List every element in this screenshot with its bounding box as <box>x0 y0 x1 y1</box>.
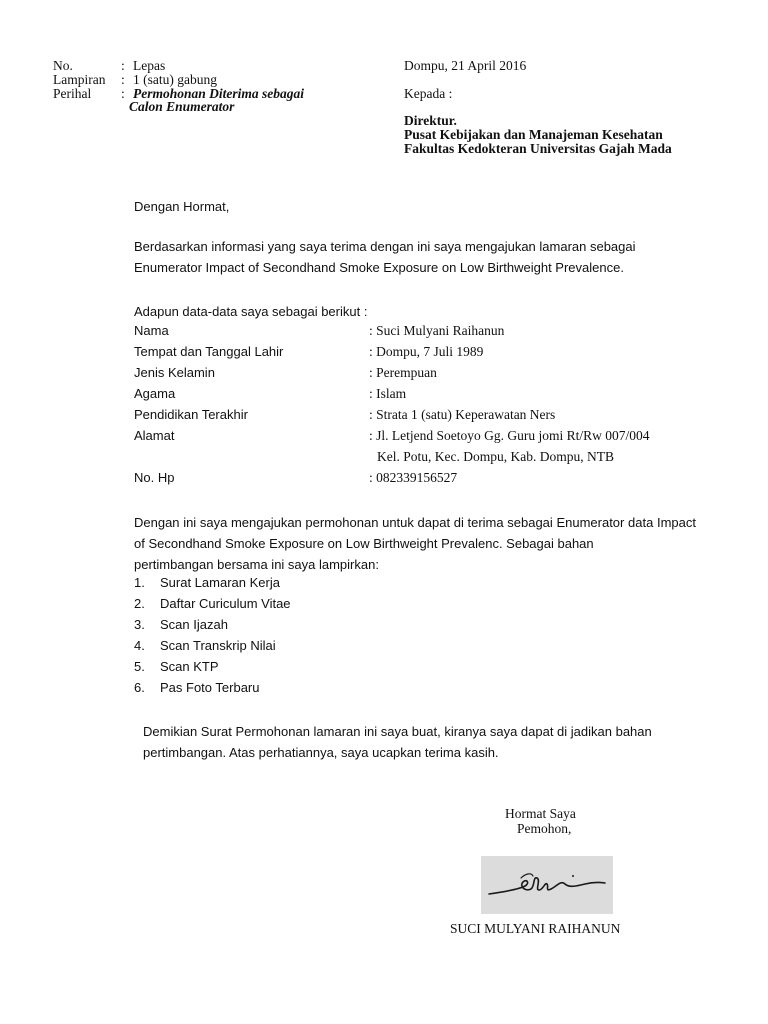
intro-paragraph <box>134 236 696 278</box>
intro-line: Berdasarkan informasi yang saya terima dengan ini saya mengajukan lamaran sebagai <box>134 239 636 254</box>
list-item-number: 3. <box>134 617 145 632</box>
header-label-no: No. <box>53 58 73 73</box>
signoff-line: Pemohon, <box>517 821 572 836</box>
list-item-number: 2. <box>134 596 145 611</box>
recipient-line: Pusat Kebijakan dan Manajeman Kesehatan <box>404 127 663 142</box>
list-item: Scan Ijazah <box>160 617 228 632</box>
greeting: Dengan Hormat, <box>134 199 230 214</box>
field-value-pendidikan: : Strata 1 (satu) Keperawatan Ners <box>369 407 556 422</box>
request-paragraph <box>134 512 696 575</box>
request-line: Impact of Secondhand Smoke Exposure on Low Birthweight Prevalenc. Sebagai bahan <box>134 515 696 551</box>
list-item: Scan Transkrip Nilai <box>160 638 276 653</box>
field-label-nama: Nama <box>134 323 169 338</box>
closing-paragraph <box>143 721 696 763</box>
header-label-perihal: Perihal <box>53 86 92 101</box>
signature-scribble-icon <box>481 856 613 914</box>
closing-line: pertimbangan. Atas perhatiannya, saya ucapkan terima kasih. <box>143 745 499 760</box>
kepada-label: Kepada : <box>404 86 453 101</box>
place-date: Dompu, 21 April 2016 <box>404 58 527 73</box>
data-intro: Adapun data-data saya sebagai berikut : <box>134 304 368 319</box>
request-line: Dengan ini saya mengajukan permohonan untuk dapat di terima sebagai Enumerator data <box>134 515 654 530</box>
list-item-number: 4. <box>134 638 145 653</box>
field-value-alamat: : Jl. Letjend Soetoyo Gg. Guru jomi Rt/Rw 007/004 <box>369 428 650 443</box>
list-item: Surat Lamaran Kerja <box>160 575 280 590</box>
field-label-ttl: Tempat dan Tanggal Lahir <box>134 344 284 359</box>
field-value-nama: : Suci Mulyani Raihanun <box>369 323 505 338</box>
closing-line: Demikian Surat Permohonan lamaran ini saya buat, kiranya saya dapat di jadikan bahan <box>143 724 652 739</box>
recipient-line: Fakultas Kedokteran Universitas Gajah Mada <box>404 141 672 156</box>
field-label-alamat: Alamat <box>134 428 175 443</box>
list-item-number: 1. <box>134 575 145 590</box>
field-label-hp: No. Hp <box>134 470 175 485</box>
field-value-hp: : 082339156527 <box>369 470 458 485</box>
field-label-agama: Agama <box>134 386 176 401</box>
field-label-pendidikan: Pendidikan Terakhir <box>134 407 248 422</box>
signature-image <box>481 856 613 914</box>
list-item: Daftar Curiculum Vitae <box>160 596 291 611</box>
field-label-gender: Jenis Kelamin <box>134 365 215 380</box>
list-item-number: 6. <box>134 680 145 695</box>
header-value-lampiran: 1 (satu) gabung <box>133 72 217 87</box>
field-value-agama: : Islam <box>369 386 407 401</box>
field-value-ttl: : Dompu, 7 Juli 1989 <box>369 344 484 359</box>
header-value-perihal: Permohonan Diterima sebagai <box>133 86 305 101</box>
field-value-alamat-cont: Kel. Potu, Kec. Dompu, Kab. Dompu, NTB <box>377 449 614 464</box>
field-value-gender: : Perempuan <box>369 365 437 380</box>
header-colon: : <box>121 72 125 87</box>
signatory-name: SUCI MULYANI RAIHANUN <box>450 921 621 936</box>
header-value-no: Lepas <box>133 58 166 73</box>
list-item-number: 5. <box>134 659 145 674</box>
list-item: Pas Foto Terbaru <box>160 680 260 695</box>
header-colon: : <box>121 58 125 73</box>
header-colon: : <box>121 86 125 101</box>
intro-line: Enumerator Impact of Secondhand Smoke Exposure on Low Birthweight Prevalence. <box>134 260 624 275</box>
header-label-lampiran: Lampiran <box>53 72 106 87</box>
request-line: pertimbangan bersama ini saya lampirkan: <box>134 557 379 572</box>
list-item: Scan KTP <box>160 659 219 674</box>
signoff-line: Hormat Saya <box>505 806 576 821</box>
header-value-perihal-cont: Calon Enumerator <box>129 99 235 114</box>
recipient-line: Direktur. <box>404 113 457 128</box>
